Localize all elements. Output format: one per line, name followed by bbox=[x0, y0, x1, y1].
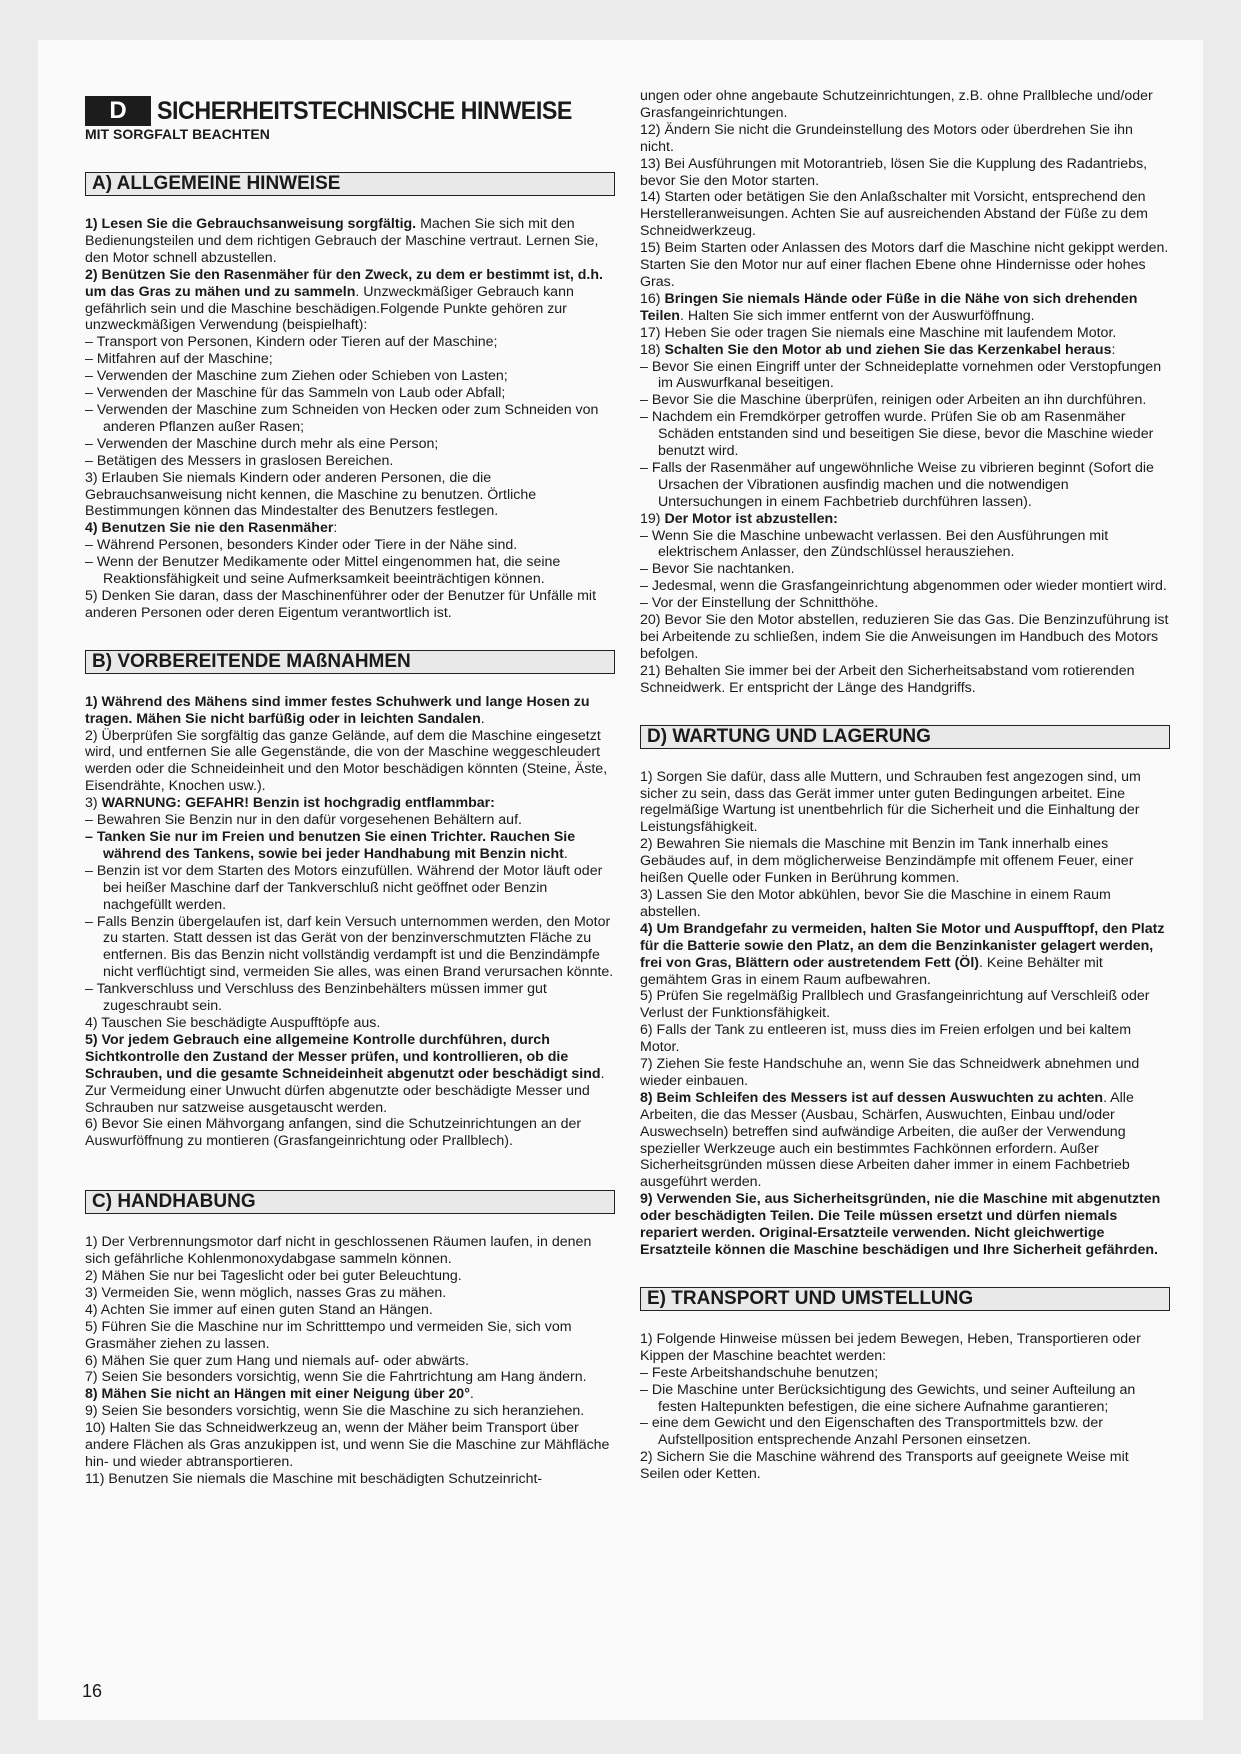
right-column bbox=[640, 88, 1170, 1483]
paragraph-d7: 7) Ziehen Sie feste Handschuhe an, wenn Sie das Schneidwerk abnehmen und wieder einbauen. bbox=[640, 1056, 1140, 1089]
section-heading-a: A) ALLGEMEINE HINWEISE bbox=[85, 172, 615, 196]
list-item: – Transport von Personen, Kindern oder Tieren auf der Maschine; bbox=[85, 334, 498, 351]
page-header bbox=[85, 96, 605, 142]
paragraph-c20: 20) Bevor Sie den Motor abstellen, reduzieren Sie das Gas. Die Benzinzuführung ist bei Arbeitende zu schließen, indem Sie die Anweisungen im Handbuch des Motors befolgen. bbox=[640, 612, 1169, 662]
paragraph-c11-start: 11) Benutzen Sie niemals die Maschine mit beschädigten Schutzeinricht- bbox=[85, 1470, 543, 1487]
paragraph-c11-continued: ungen oder ohne angebaute Schutzeinrichtungen, z.B. ohne Prallbleche und/oder Grasfangeinrichtungen. bbox=[640, 88, 1153, 121]
paragraph-c16: 16) Bringen Sie niemals Hände oder Füße in die Nähe von sich drehenden Teilen. Halten Sie sich immer entfernt von der Auswurföffnung. bbox=[640, 290, 1138, 324]
paragraph-c7: 7) Seien Sie besonders vorsichtig, wenn Sie die Fahrtrichtung am Hang ändern. bbox=[85, 1369, 587, 1386]
paragraph-c2: 2) Mähen Sie nur bei Tageslicht oder bei guter Beleuchtung. bbox=[85, 1268, 462, 1285]
list-item: – Bevor Sie einen Eingriff unter der Schneideplatte vornehmen oder Verstopfungen im Auswurfkanal beseitigen. bbox=[640, 358, 1162, 392]
page-subtitle: MIT SORGFALT BEACHTEN bbox=[85, 126, 270, 142]
list-item: – Benzin ist vor dem Starten des Motors einzufüllen. Während der Motor läuft oder bei heißer Maschine darf der Tankverschluß nicht geöffnet oder Benzin nachgefüllt werden. bbox=[85, 862, 603, 913]
paragraph-c12: 12) Ändern Sie nicht die Grundeinstellung des Motors oder überdrehen Sie ihn nicht. bbox=[640, 121, 1133, 155]
section-heading-e: E) TRANSPORT UND UMSTELLUNG bbox=[640, 1287, 1170, 1311]
paragraph-d8: 8) Beim Schleifen des Messers ist auf dessen Auswuchten zu achten. Alle Arbeiten, die das Messer (Ausbau, Schärfen, Auswuchten, Einbau und/oder Auswechseln) betreffen sind aufwändige Arbeiten, die außer der Verwendung spezieller Werkzeuge auch ein bestimmtes Fachkönnen erfordern. Außer Sicherheitsgründen müssen diese Arbeiten daher immer in einem Fachbetrieb ausgeführt werden. bbox=[640, 1089, 1134, 1191]
paragraph-c13: 13) Bei Ausführungen mit Motorantrieb, lösen Sie die Kupplung des Radantriebs, bevor Sie den Motor starten. bbox=[640, 155, 1148, 189]
section-heading-d: D) WARTUNG UND LAGERUNG bbox=[640, 725, 1170, 749]
paragraph-c10: 10) Halten Sie das Schneidwerkzeug an, wenn der Mäher beim Transport über andere Flächen als Gras anzukippen ist, und wenn Sie die Maschine zur Mähfläche hin- und wieder abtransportieren. bbox=[85, 1420, 610, 1470]
paragraph-a3: 3) Erlauben Sie niemals Kindern oder anderen Personen, die die Gebrauchsanweisung nicht kennen, die Maschine zu benutzen. Örtliche Bestimmungen können das Mindestalter des Benutzers festlegen. bbox=[85, 469, 537, 520]
list-item: – Wenn der Benutzer Medikamente oder Mittel eingenommen hat, die seine Reaktionsfähigkeit und seine Aufmerksamkeit beeinträchtigen können. bbox=[85, 554, 561, 588]
section-heading-b: B) VORBEREITENDE MAßNAHMEN bbox=[85, 650, 615, 674]
paragraph-b5: 5) Vor jedem Gebrauch eine allgemeine Kontrolle durchführen, durch Sichtkontrolle den Zustand der Messer prüfen, und kontrollieren, ob die Schrauben, und die gesamte Schneideinheit abgenutzt oder beschädigt sind. Zur Vermeidung einer Unwucht dürfen abgenutzte oder beschädigte Messer und Schrauben nur satzweise ausgetauscht werden. bbox=[85, 1031, 605, 1116]
list-item: – Verwenden der Maschine zum Schneiden von Hecken oder zum Schneiden von anderen Pflanzen außer Rasen; bbox=[85, 401, 599, 435]
paragraph-a1: 1) Lesen Sie die Gebrauchsanweisung sorgfältig. Machen Sie sich mit den Bedienungsteilen und dem richtigen Gebrauch der Maschine vertraut. Lernen Sie, den Motor schnell abzustellen. bbox=[85, 216, 599, 266]
paragraph-a5: 5) Denken Sie daran, dass der Maschinenführer oder der Benutzer für Unfälle mit anderen Personen oder deren Eigentum verantwortlich ist. bbox=[85, 587, 597, 621]
list-item: – Mitfahren auf der Maschine; bbox=[85, 351, 273, 368]
paragraph-a4: 4) Benutzen Sie nie den Rasenmäher: bbox=[85, 520, 338, 537]
list-item: – Betätigen des Messers in graslosen Bereichen. bbox=[85, 452, 394, 469]
language-badge: D bbox=[85, 96, 151, 126]
paragraph-c3: 3) Vermeiden Sie, wenn möglich, nasses Gras zu mähen. bbox=[85, 1284, 447, 1301]
paragraph-d5: 5) Prüfen Sie regelmäßig Prallblech und Grasfangeinrichtung auf Verschleiß oder Verlust der Funktionsfähigkeit. bbox=[640, 988, 1150, 1022]
list-item: – Tankverschluss und Verschluss des Benzinbehälters müssen immer gut zugeschraubt sein. bbox=[85, 981, 547, 1015]
paragraph-c18: 18) Schalten Sie den Motor ab und ziehen Sie das Kerzenkabel heraus: bbox=[640, 341, 1116, 358]
list-item: – Tanken Sie nur im Freien und benutzen Sie einen Trichter. Rauchen Sie während des Tankens, sowie bei jeder Handhabung mit Benzin nicht. bbox=[85, 829, 576, 862]
paragraph-e2: 2) Sichern Sie die Maschine während des Transports auf geeignete Weise mit Seilen oder Ketten. bbox=[640, 1449, 1129, 1483]
paragraph-c15: 15) Beim Starten oder Anlassen des Motors darf die Maschine nicht gekippt werden. Starten Sie den Motor nur auf einer flachen Ebene ohne Hindernisse oder hohes Gras. bbox=[640, 240, 1169, 290]
list-item: – Bevor Sie die Maschine überprüfen, reinigen oder Arbeiten an ihn durchführen. bbox=[640, 392, 1147, 409]
list-item: – Verwenden der Maschine zum Ziehen oder Schieben von Lasten; bbox=[85, 368, 508, 385]
list-item: – Bewahren Sie Benzin nur in den dafür vorgesehenen Behältern auf. bbox=[85, 812, 522, 829]
paragraph-d2: 2) Bewahren Sie niemals die Maschine mit Benzin im Tank innerhalb eines Gebäudes auf, in dem möglicherweise Benzindämpfe mit offenem Feuer, einer heißen Quelle oder Funken in Berührung kommen. bbox=[640, 836, 1134, 887]
paragraph-d6: 6) Falls der Tank zu entleeren ist, muss dies im Freien erfolgen und bei kaltem Motor. bbox=[640, 1022, 1132, 1056]
list-item: – eine dem Gewicht und den Eigenschaften des Transportmittels bzw. der Aufstellposition entsprechende Anzahl Personen einsetzen. bbox=[640, 1415, 1103, 1449]
paragraph-c1: 1) Der Verbrennungsmotor darf nicht in geschlossenen Räumen laufen, in denen sich gefährliche Kohlenmonoxydabgase sammeln können. bbox=[85, 1234, 592, 1268]
paragraph-c8: 8) Mähen Sie nicht an Hängen mit einer Neigung über 20°. bbox=[85, 1386, 474, 1403]
paragraph-c4: 4) Achten Sie immer auf einen guten Stand an Hängen. bbox=[85, 1301, 433, 1318]
list-item: – Wenn Sie die Maschine unbewacht verlassen. Bei den Ausführungen mit elektrischem Anlasser, den Zündschlüssel herausziehen. bbox=[640, 527, 1109, 561]
list-item: – Vor der Einstellung der Schnitthöhe. bbox=[640, 595, 879, 612]
paragraph-c21: 21) Behalten Sie immer bei der Arbeit den Sicherheitsabstand vom rotierenden Schneidwerk. Er entspricht der Länge des Handgriffs. bbox=[640, 662, 1135, 696]
paragraph-c19: 19) Der Motor ist abzustellen: bbox=[640, 510, 838, 527]
list-item: – Bevor Sie nachtanken. bbox=[640, 561, 795, 578]
list-item: – Nachdem ein Fremdkörper getroffen wurde. Prüfen Sie ob am Rasenmäher Schäden entstanden sind und beseitigen Sie diese, bevor die Maschine wieder benutzt wird. bbox=[640, 409, 1154, 460]
paragraph-b6: 6) Bevor Sie einen Mähvorgang anfangen, sind die Schutzeinrichtungen an der Auswurföffnung zu montieren (Grasfangeinrichtung oder Prallblech). bbox=[85, 1116, 582, 1150]
paragraph-a2: 2) Benützen Sie den Rasenmäher für den Zweck, zu dem er bestimmt ist, d.h. um das Gras zu mähen und zu sammeln. Unzweckmäßiger Gebrauch kann gefährlich sein und die Maschine beschädigen.Folgende Punkte gehören zur unzweckmäßigen Verwendung (beispielhaft): bbox=[85, 266, 603, 334]
list-item: – Verwenden der Maschine durch mehr als eine Person; bbox=[85, 435, 439, 452]
list-item: – Jedesmal, wenn die Grasfangeinrichtung abgenommen oder wieder montiert wird. bbox=[640, 578, 1167, 595]
paragraph-c14: 14) Starten oder betätigen Sie den Anlaßschalter mit Vorsicht, entsprechend den Herstelleranweisungen. Achten Sie auf ausreichenden Abstand der Füße zu dem Schneidwerkzeug. bbox=[640, 189, 1148, 240]
page-number: 16 bbox=[82, 1681, 103, 1701]
paragraph-b1: 1) Während des Mähens sind immer festes Schuhwerk und lange Hosen zu tragen. Mähen Sie nicht barfüßig oder in leichten Sandalen. bbox=[85, 693, 590, 727]
paragraph-b4: 4) Tauschen Sie beschädigte Auspufftöpfe aus. bbox=[85, 1014, 381, 1031]
list-item: – Die Maschine unter Berücksichtigung des Gewichts, und seiner Aufteilung an festen Haltepunkten befestigen, die eine sichere Aufnahme garantieren; bbox=[640, 1381, 1136, 1415]
page-title: SICHERHEITSTECHNISCHE HINWEISE bbox=[157, 96, 572, 125]
list-item: – Während Personen, besonders Kinder oder Tiere in der Nähe sind. bbox=[85, 537, 518, 554]
paragraph-d9: 9) Verwenden Sie, aus Sicherheitsgründen, nie die Maschine mit abgenutzten oder beschädigten Teilen. Die Teile müssen ersetzt und dürfen niemals repariert werden. Original-Ersatzteile verwenden. Nicht gleichwertige Ersatzteile können die Maschine beschädigen und Ihre Sicherheit gefährden. bbox=[640, 1191, 1161, 1258]
paragraph-c17: 17) Heben Sie oder tragen Sie niemals eine Maschine mit laufendem Motor. bbox=[640, 324, 1117, 341]
paragraph-e1: 1) Folgende Hinweise müssen bei jedem Bewegen, Heben, Transportieren oder Kippen der Maschine beachtet werden: bbox=[640, 1330, 1141, 1364]
paragraph-c6: 6) Mähen Sie quer zum Hang und niemals auf- oder abwärts. bbox=[85, 1352, 470, 1369]
paragraph-d4: 4) Um Brandgefahr zu vermeiden, halten Sie Motor und Auspufftopf, den Platz für die Batterie sowie den Platz, an dem die Benzinkanister gelagert werden, frei von Gras, Blättern oder austretendem Fett (Öl). Keine Behälter mit gemähtem Gras in einem Raum aufbewahren. bbox=[640, 920, 1165, 988]
paragraph-b2: 2) Überprüfen Sie sorgfältig das ganze Gelände, auf dem die Maschine eingesetzt wird, und entfernen Sie alle Gegenstände, die von der Maschine weggeschleudert werden oder die Schneideinheit und den Motor beschädigen könnten (Steine, Äste, Eisendrähte, Knochen usw.). bbox=[85, 727, 608, 795]
section-heading-c: C) HANDHABUNG bbox=[85, 1190, 615, 1214]
paragraph-c5: 5) Führen Sie die Maschine nur im Schritttempo und vermeiden Sie, sich vom Grasmäher ziehen zu lassen. bbox=[85, 1318, 572, 1352]
list-item: – Feste Arbeitshandschuhe benutzen; bbox=[640, 1364, 879, 1381]
paragraph-b3: 3) WARNUNG: GEFAHR! Benzin ist hochgradig entflammbar: bbox=[85, 795, 495, 812]
paragraph-d3: 3) Lassen Sie den Motor abkühlen, bevor Sie die Maschine in einem Raum abstellen. bbox=[640, 886, 1111, 920]
list-item: – Verwenden der Maschine für das Sammeln von Laub oder Abfall; bbox=[85, 385, 506, 402]
left-column bbox=[85, 172, 615, 1488]
paragraph-c9: 9) Seien Sie besonders vorsichtig, wenn Sie die Maschine zu sich heranziehen. bbox=[85, 1403, 585, 1420]
list-item: – Falls Benzin übergelaufen ist, darf kein Versuch unternommen werden, den Motor zu starten. Statt dessen ist das Gerät von der benzinverschmutzten Fläche zu entfernen. Bis das Benzin nicht vollständig verdampft ist und die Benzindämpfe nicht verflüchtigt sind, vermeiden Sie alles, was einen Brand verursachen könnte. bbox=[85, 913, 614, 981]
paragraph-d1: 1) Sorgen Sie dafür, dass alle Muttern, und Schrauben fest angezogen sind, um sicher zu sein, dass das Gerät immer unter guten Bedingungen arbeitet. Eine regelmäßige Wartung ist unentbehrlich für die Sicherheit und die Einhaltung der Leistungsfähigkeit. bbox=[640, 768, 1141, 836]
list-item: – Falls der Rasenmäher auf ungewöhnliche Weise zu vibrieren beginnt (Sofort die Ursachen der Vibrationen ausfindig machen und die notwendigen Untersuchungen in einem Fachbetrieb durchführen lassen). bbox=[640, 459, 1154, 510]
